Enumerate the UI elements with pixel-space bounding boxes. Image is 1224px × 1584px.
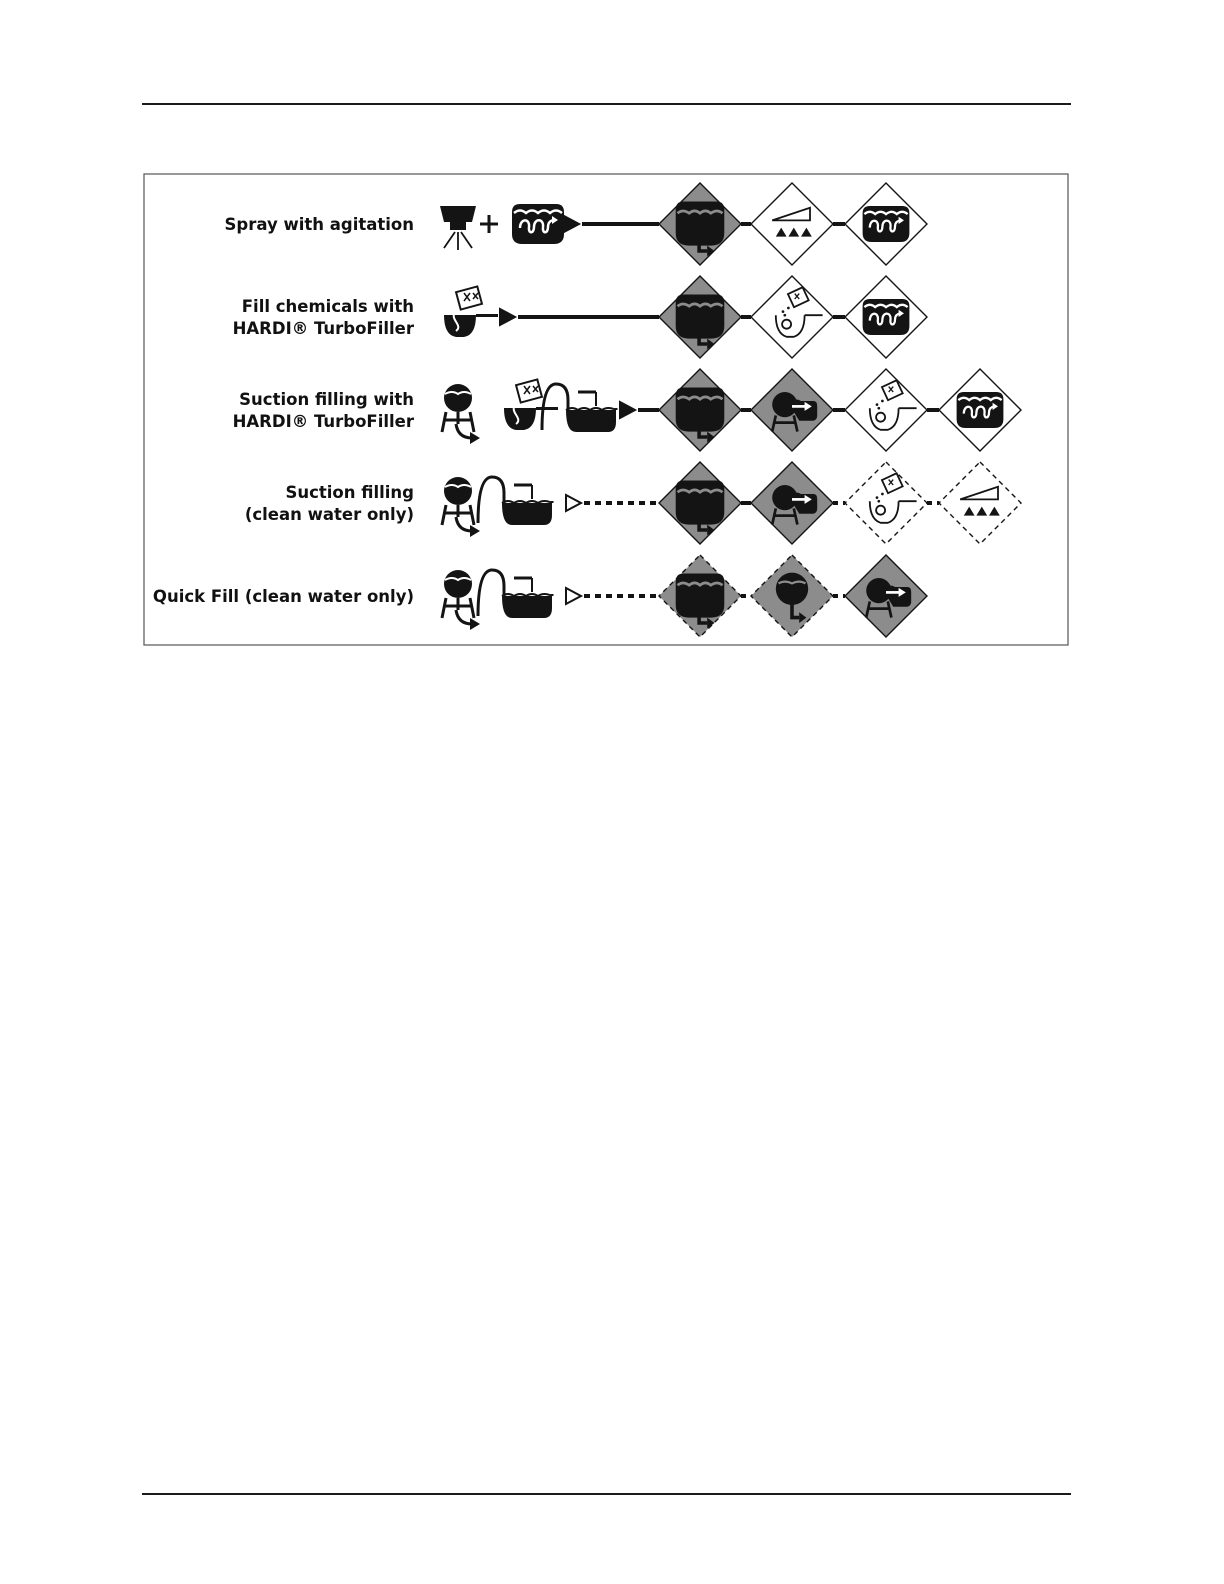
step-diamond bbox=[659, 555, 741, 637]
step-diamond bbox=[845, 462, 927, 544]
water-tower-icon bbox=[442, 477, 480, 537]
step-diamond bbox=[659, 276, 741, 358]
row-suction-filling-clean-water bbox=[245, 462, 1021, 544]
step-diamond bbox=[751, 462, 833, 544]
row-fill-chemicals-turbofiller bbox=[233, 276, 927, 358]
flow-arrow-icon bbox=[566, 495, 581, 511]
row-quick-fill-clean-water bbox=[153, 555, 927, 637]
diamond-shape bbox=[845, 462, 927, 544]
step-diamond bbox=[659, 462, 741, 544]
step-diamond bbox=[845, 183, 927, 265]
flow-arrow-icon bbox=[500, 309, 515, 325]
step-diamond bbox=[845, 276, 927, 358]
step-diamond bbox=[845, 555, 927, 637]
diamond-shape bbox=[751, 183, 833, 265]
row-label-line: HARDI® TurboFiller bbox=[232, 412, 414, 431]
row-label-line: Quick Fill (clean water only) bbox=[152, 587, 414, 606]
step-diamond bbox=[751, 276, 833, 358]
step-diamond bbox=[659, 369, 741, 451]
step-diamond bbox=[751, 555, 833, 637]
step-diamond bbox=[751, 369, 833, 451]
diamond-shape bbox=[845, 369, 927, 451]
row-suction-filling-turbofiller bbox=[233, 369, 1021, 451]
diamond-shape bbox=[939, 462, 1021, 544]
agitation-tank-icon bbox=[863, 299, 910, 335]
row-label-line: Suction filling with bbox=[239, 390, 414, 409]
row-label-line: Suction filling bbox=[285, 483, 414, 502]
turbofiller-icon bbox=[444, 286, 498, 337]
spray-nozzle-icon bbox=[440, 206, 476, 250]
step-diamond bbox=[939, 462, 1021, 544]
plus-sign bbox=[480, 215, 498, 233]
step-diamond bbox=[659, 183, 741, 265]
row-spray-with-agitation bbox=[225, 183, 927, 265]
step-diamond bbox=[939, 369, 1021, 451]
agitation-tank-icon bbox=[512, 204, 564, 244]
row-label-line: Spray with agitation bbox=[224, 215, 414, 234]
agitation-tank-icon bbox=[957, 392, 1004, 428]
row-label-line: HARDI® TurboFiller bbox=[232, 319, 414, 338]
water-tower-icon bbox=[442, 570, 480, 630]
agitation-tank-icon bbox=[863, 206, 910, 242]
suction-tank-icon bbox=[478, 570, 552, 618]
step-diamond bbox=[845, 369, 927, 451]
flow-arrow-icon bbox=[620, 402, 635, 418]
step-diamond bbox=[751, 183, 833, 265]
rows-layer bbox=[153, 183, 1021, 637]
flow-arrow-icon bbox=[566, 588, 581, 604]
water-tower-icon bbox=[442, 384, 480, 444]
row-label-line: Fill chemicals with bbox=[241, 297, 414, 316]
suction-tank-icon bbox=[478, 477, 552, 525]
row-label-line: (clean water only) bbox=[244, 505, 414, 524]
diamond-shape bbox=[751, 276, 833, 358]
flow-arrow-icon bbox=[564, 216, 579, 232]
